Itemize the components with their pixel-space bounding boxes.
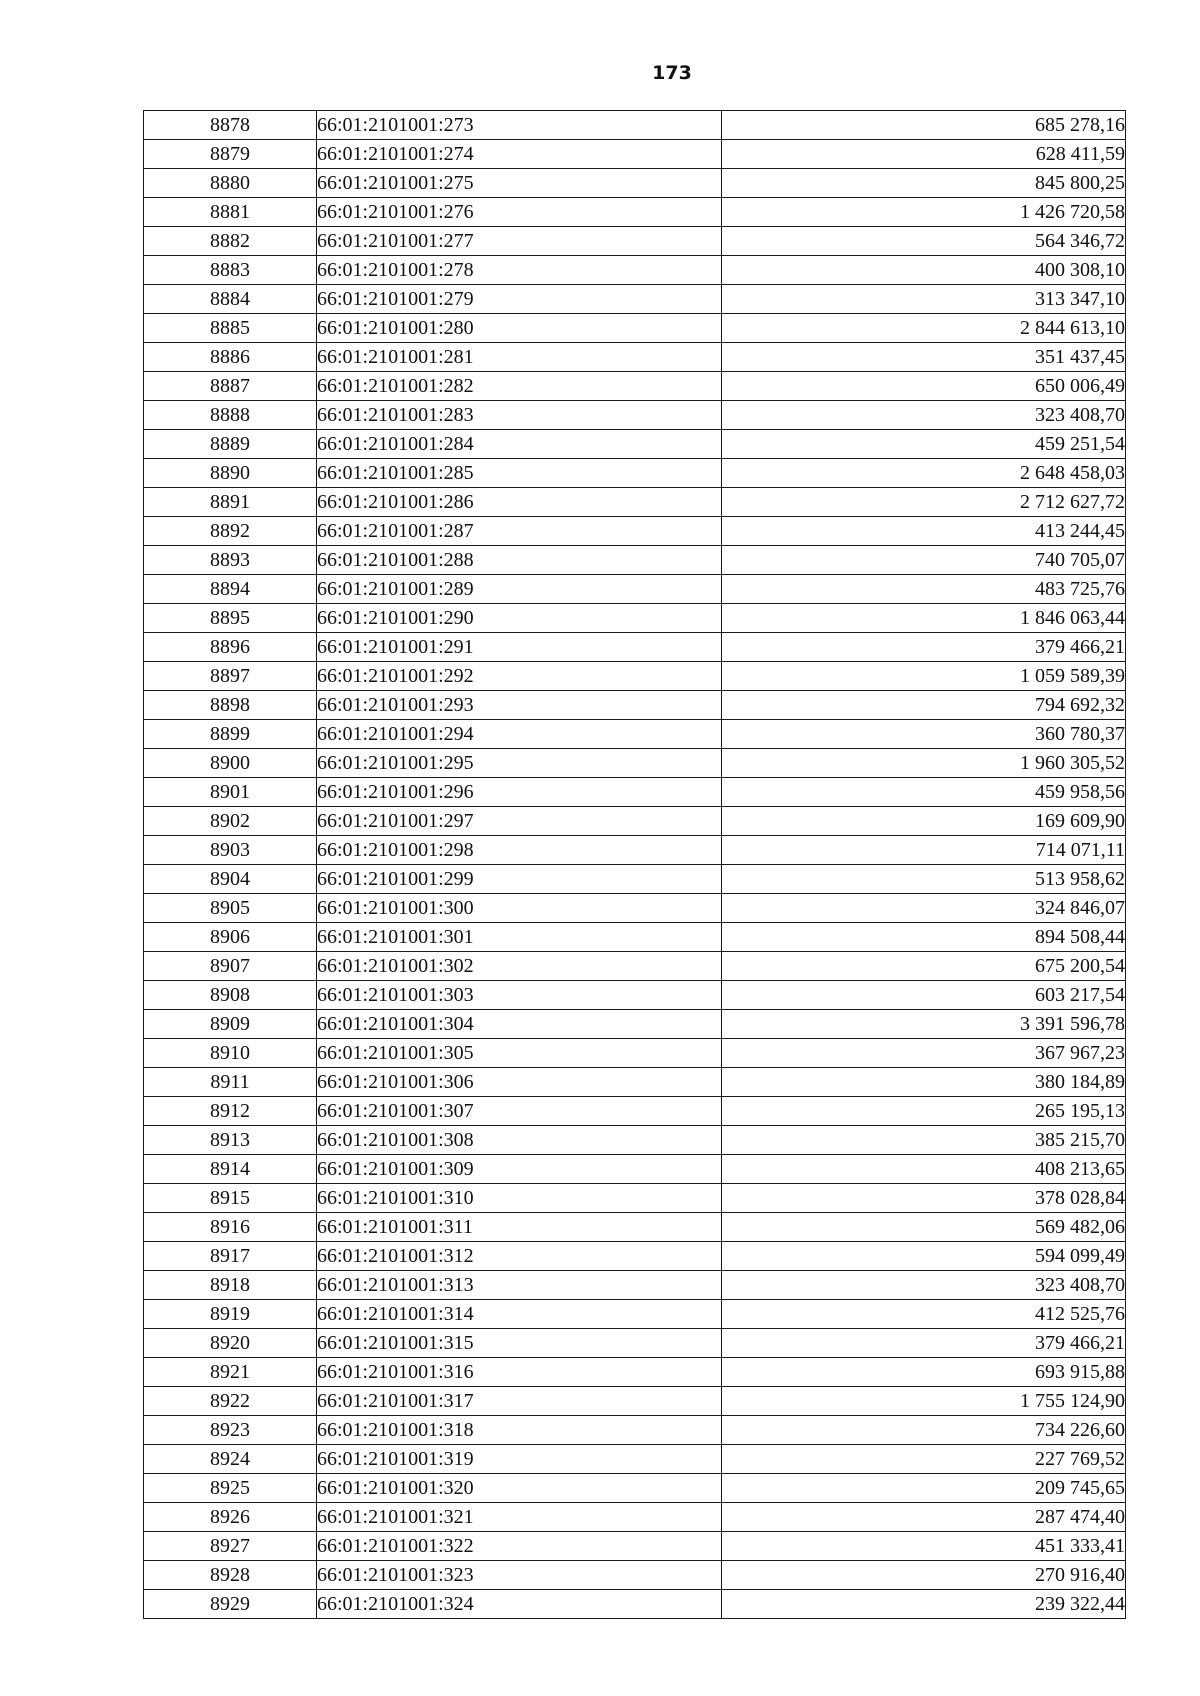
row-number-cell: 8914 xyxy=(144,1155,317,1184)
table-row xyxy=(144,1097,1126,1126)
cadastral-number-cell: 66:01:2101001:306 xyxy=(317,1068,722,1097)
table-row xyxy=(144,1358,1126,1387)
cadastral-number-cell: 66:01:2101001:313 xyxy=(317,1271,722,1300)
cadastral-value-cell: 845 800,25 xyxy=(722,169,1126,198)
cadastral-value-cell: 451 333,41 xyxy=(722,1532,1126,1561)
cadastral-value-cell: 323 408,70 xyxy=(722,401,1126,430)
row-number-cell: 8886 xyxy=(144,343,317,372)
table-row xyxy=(144,488,1126,517)
row-number-cell: 8894 xyxy=(144,575,317,604)
cadastral-value-cell: 894 508,44 xyxy=(722,923,1126,952)
cadastral-number-cell: 66:01:2101001:315 xyxy=(317,1329,722,1358)
cadastral-value-cell: 400 308,10 xyxy=(722,256,1126,285)
table-row xyxy=(144,662,1126,691)
table-row xyxy=(144,140,1126,169)
table-row xyxy=(144,546,1126,575)
cadastral-number-cell: 66:01:2101001:321 xyxy=(317,1503,722,1532)
row-number-cell: 8928 xyxy=(144,1561,317,1590)
page-number: 173 xyxy=(652,62,692,84)
table-row xyxy=(144,1503,1126,1532)
cadastral-number-cell: 66:01:2101001:292 xyxy=(317,662,722,691)
cadastral-value-cell: 1 960 305,52 xyxy=(722,749,1126,778)
row-number-cell: 8879 xyxy=(144,140,317,169)
table-row xyxy=(144,1010,1126,1039)
table-row xyxy=(144,1387,1126,1416)
row-number-cell: 8917 xyxy=(144,1242,317,1271)
cadastral-number-cell: 66:01:2101001:280 xyxy=(317,314,722,343)
row-number-cell: 8887 xyxy=(144,372,317,401)
cadastral-number-cell: 66:01:2101001:314 xyxy=(317,1300,722,1329)
table-row xyxy=(144,836,1126,865)
cadastral-value-cell: 239 322,44 xyxy=(722,1590,1126,1619)
cadastral-number-cell: 66:01:2101001:281 xyxy=(317,343,722,372)
table-row xyxy=(144,720,1126,749)
cadastral-value-cell: 628 411,59 xyxy=(722,140,1126,169)
cadastral-value-cell: 1 426 720,58 xyxy=(722,198,1126,227)
row-number-cell: 8915 xyxy=(144,1184,317,1213)
cadastral-number-cell: 66:01:2101001:297 xyxy=(317,807,722,836)
row-number-cell: 8893 xyxy=(144,546,317,575)
cadastral-number-cell: 66:01:2101001:304 xyxy=(317,1010,722,1039)
row-number-cell: 8912 xyxy=(144,1097,317,1126)
row-number-cell: 8926 xyxy=(144,1503,317,1532)
cadastral-number-cell: 66:01:2101001:320 xyxy=(317,1474,722,1503)
row-number-cell: 8921 xyxy=(144,1358,317,1387)
row-number-cell: 8900 xyxy=(144,749,317,778)
cadastral-number-cell: 66:01:2101001:288 xyxy=(317,546,722,575)
cadastral-number-cell: 66:01:2101001:309 xyxy=(317,1155,722,1184)
cadastral-value-cell: 603 217,54 xyxy=(722,981,1126,1010)
cadastral-value-cell: 714 071,11 xyxy=(722,836,1126,865)
cadastral-number-cell: 66:01:2101001:290 xyxy=(317,604,722,633)
row-number-cell: 8889 xyxy=(144,430,317,459)
cadastral-number-cell: 66:01:2101001:310 xyxy=(317,1184,722,1213)
cadastral-value-cell: 379 466,21 xyxy=(722,1329,1126,1358)
row-number-cell: 8891 xyxy=(144,488,317,517)
table-row xyxy=(144,227,1126,256)
cadastral-number-cell: 66:01:2101001:303 xyxy=(317,981,722,1010)
row-number-cell: 8903 xyxy=(144,836,317,865)
row-number-cell: 8901 xyxy=(144,778,317,807)
cadastral-number-cell: 66:01:2101001:286 xyxy=(317,488,722,517)
cadastral-number-cell: 66:01:2101001:285 xyxy=(317,459,722,488)
cadastral-value-cell: 569 482,06 xyxy=(722,1213,1126,1242)
cadastral-number-cell: 66:01:2101001:298 xyxy=(317,836,722,865)
cadastral-value-cell: 513 958,62 xyxy=(722,865,1126,894)
table-row xyxy=(144,778,1126,807)
table-row xyxy=(144,459,1126,488)
cadastral-number-cell: 66:01:2101001:291 xyxy=(317,633,722,662)
cadastral-number-cell: 66:01:2101001:301 xyxy=(317,923,722,952)
row-number-cell: 8895 xyxy=(144,604,317,633)
row-number-cell: 8904 xyxy=(144,865,317,894)
table-row xyxy=(144,314,1126,343)
cadastral-value-cell: 459 251,54 xyxy=(722,430,1126,459)
cadastral-number-cell: 66:01:2101001:296 xyxy=(317,778,722,807)
cadastral-number-cell: 66:01:2101001:300 xyxy=(317,894,722,923)
cadastral-value-cell: 413 244,45 xyxy=(722,517,1126,546)
table-row xyxy=(144,372,1126,401)
table-row xyxy=(144,1213,1126,1242)
cadastral-value-cell: 685 278,16 xyxy=(722,111,1126,140)
row-number-cell: 8923 xyxy=(144,1416,317,1445)
table-row xyxy=(144,981,1126,1010)
cadastral-number-cell: 66:01:2101001:319 xyxy=(317,1445,722,1474)
cadastral-number-cell: 66:01:2101001:311 xyxy=(317,1213,722,1242)
cadastral-value-cell: 594 099,49 xyxy=(722,1242,1126,1271)
table-row xyxy=(144,1445,1126,1474)
table-row xyxy=(144,1039,1126,1068)
row-number-cell: 8885 xyxy=(144,314,317,343)
cadastral-value-cell: 3 391 596,78 xyxy=(722,1010,1126,1039)
row-number-cell: 8922 xyxy=(144,1387,317,1416)
cadastral-value-cell: 2 712 627,72 xyxy=(722,488,1126,517)
row-number-cell: 8910 xyxy=(144,1039,317,1068)
cadastral-value-cell: 693 915,88 xyxy=(722,1358,1126,1387)
row-number-cell: 8878 xyxy=(144,111,317,140)
row-number-cell: 8911 xyxy=(144,1068,317,1097)
table-row xyxy=(144,169,1126,198)
row-number-cell: 8918 xyxy=(144,1271,317,1300)
row-number-cell: 8925 xyxy=(144,1474,317,1503)
table-row xyxy=(144,1184,1126,1213)
row-number-cell: 8896 xyxy=(144,633,317,662)
row-number-cell: 8919 xyxy=(144,1300,317,1329)
table-row xyxy=(144,604,1126,633)
cadastral-value-cell: 323 408,70 xyxy=(722,1271,1126,1300)
cadastral-value-table xyxy=(143,110,1126,1619)
cadastral-number-cell: 66:01:2101001:294 xyxy=(317,720,722,749)
row-number-cell: 8899 xyxy=(144,720,317,749)
table-row xyxy=(144,1300,1126,1329)
cadastral-number-cell: 66:01:2101001:293 xyxy=(317,691,722,720)
row-number-cell: 8882 xyxy=(144,227,317,256)
cadastral-value-cell: 1 755 124,90 xyxy=(722,1387,1126,1416)
cadastral-number-cell: 66:01:2101001:279 xyxy=(317,285,722,314)
cadastral-value-cell: 2 844 613,10 xyxy=(722,314,1126,343)
table-row xyxy=(144,923,1126,952)
table-row xyxy=(144,343,1126,372)
row-number-cell: 8909 xyxy=(144,1010,317,1039)
table-row xyxy=(144,749,1126,778)
row-number-cell: 8902 xyxy=(144,807,317,836)
cadastral-number-cell: 66:01:2101001:275 xyxy=(317,169,722,198)
cadastral-value-cell: 360 780,37 xyxy=(722,720,1126,749)
table-row xyxy=(144,1329,1126,1358)
row-number-cell: 8883 xyxy=(144,256,317,285)
row-number-cell: 8881 xyxy=(144,198,317,227)
cadastral-value-cell: 734 226,60 xyxy=(722,1416,1126,1445)
cadastral-value-cell: 380 184,89 xyxy=(722,1068,1126,1097)
cadastral-value-cell: 2 648 458,03 xyxy=(722,459,1126,488)
row-number-cell: 8908 xyxy=(144,981,317,1010)
row-number-cell: 8898 xyxy=(144,691,317,720)
cadastral-value-cell: 351 437,45 xyxy=(722,343,1126,372)
cadastral-number-cell: 66:01:2101001:273 xyxy=(317,111,722,140)
table-row xyxy=(144,1271,1126,1300)
cadastral-number-cell: 66:01:2101001:289 xyxy=(317,575,722,604)
row-number-cell: 8897 xyxy=(144,662,317,691)
row-number-cell: 8907 xyxy=(144,952,317,981)
row-number-cell: 8906 xyxy=(144,923,317,952)
table-row xyxy=(144,285,1126,314)
table-row xyxy=(144,633,1126,662)
cadastral-number-cell: 66:01:2101001:282 xyxy=(317,372,722,401)
table-row xyxy=(144,952,1126,981)
cadastral-value-cell: 794 692,32 xyxy=(722,691,1126,720)
table-row xyxy=(144,1416,1126,1445)
cadastral-value-cell: 313 347,10 xyxy=(722,285,1126,314)
cadastral-number-cell: 66:01:2101001:312 xyxy=(317,1242,722,1271)
table-row xyxy=(144,1155,1126,1184)
cadastral-number-cell: 66:01:2101001:299 xyxy=(317,865,722,894)
cadastral-value-cell: 675 200,54 xyxy=(722,952,1126,981)
cadastral-value-cell: 227 769,52 xyxy=(722,1445,1126,1474)
cadastral-value-cell: 169 609,90 xyxy=(722,807,1126,836)
cadastral-value-cell: 270 916,40 xyxy=(722,1561,1126,1590)
table-row xyxy=(144,1242,1126,1271)
cadastral-value-cell: 459 958,56 xyxy=(722,778,1126,807)
table-row xyxy=(144,111,1126,140)
cadastral-number-cell: 66:01:2101001:276 xyxy=(317,198,722,227)
cadastral-number-cell: 66:01:2101001:283 xyxy=(317,401,722,430)
cadastral-value-cell: 209 745,65 xyxy=(722,1474,1126,1503)
row-number-cell: 8927 xyxy=(144,1532,317,1561)
cadastral-number-cell: 66:01:2101001:284 xyxy=(317,430,722,459)
table-row xyxy=(144,691,1126,720)
cadastral-value-cell: 324 846,07 xyxy=(722,894,1126,923)
cadastral-number-cell: 66:01:2101001:287 xyxy=(317,517,722,546)
cadastral-value-cell: 1 059 589,39 xyxy=(722,662,1126,691)
cadastral-number-cell: 66:01:2101001:318 xyxy=(317,1416,722,1445)
row-number-cell: 8884 xyxy=(144,285,317,314)
cadastral-value-cell: 650 006,49 xyxy=(722,372,1126,401)
cadastral-number-cell: 66:01:2101001:317 xyxy=(317,1387,722,1416)
row-number-cell: 8880 xyxy=(144,169,317,198)
cadastral-value-cell: 564 346,72 xyxy=(722,227,1126,256)
cadastral-number-cell: 66:01:2101001:324 xyxy=(317,1590,722,1619)
row-number-cell: 8924 xyxy=(144,1445,317,1474)
row-number-cell: 8892 xyxy=(144,517,317,546)
table-row xyxy=(144,430,1126,459)
row-number-cell: 8929 xyxy=(144,1590,317,1619)
cadastral-value-cell: 367 967,23 xyxy=(722,1039,1126,1068)
table-row xyxy=(144,1561,1126,1590)
table-row xyxy=(144,517,1126,546)
cadastral-number-cell: 66:01:2101001:308 xyxy=(317,1126,722,1155)
cadastral-value-cell: 483 725,76 xyxy=(722,575,1126,604)
cadastral-value-cell: 287 474,40 xyxy=(722,1503,1126,1532)
cadastral-value-cell: 408 213,65 xyxy=(722,1155,1126,1184)
table-row xyxy=(144,198,1126,227)
cadastral-number-cell: 66:01:2101001:274 xyxy=(317,140,722,169)
table-row xyxy=(144,865,1126,894)
cadastral-number-cell: 66:01:2101001:316 xyxy=(317,1358,722,1387)
cadastral-number-cell: 66:01:2101001:295 xyxy=(317,749,722,778)
cadastral-value-cell: 378 028,84 xyxy=(722,1184,1126,1213)
table-row xyxy=(144,575,1126,604)
table-row xyxy=(144,1126,1126,1155)
cadastral-value-cell: 379 466,21 xyxy=(722,633,1126,662)
cadastral-value-cell: 385 215,70 xyxy=(722,1126,1126,1155)
table-row xyxy=(144,401,1126,430)
cadastral-value-cell: 412 525,76 xyxy=(722,1300,1126,1329)
table-row xyxy=(144,1590,1126,1619)
row-number-cell: 8920 xyxy=(144,1329,317,1358)
table-body xyxy=(144,111,1126,1619)
row-number-cell: 8913 xyxy=(144,1126,317,1155)
cadastral-value-cell: 740 705,07 xyxy=(722,546,1126,575)
row-number-cell: 8916 xyxy=(144,1213,317,1242)
cadastral-number-cell: 66:01:2101001:278 xyxy=(317,256,722,285)
cadastral-number-cell: 66:01:2101001:322 xyxy=(317,1532,722,1561)
cadastral-number-cell: 66:01:2101001:323 xyxy=(317,1561,722,1590)
table-row xyxy=(144,1474,1126,1503)
table-row xyxy=(144,807,1126,836)
table-row xyxy=(144,894,1126,923)
cadastral-number-cell: 66:01:2101001:302 xyxy=(317,952,722,981)
cadastral-number-cell: 66:01:2101001:277 xyxy=(317,227,722,256)
row-number-cell: 8890 xyxy=(144,459,317,488)
cadastral-value-cell: 265 195,13 xyxy=(722,1097,1126,1126)
cadastral-number-cell: 66:01:2101001:307 xyxy=(317,1097,722,1126)
row-number-cell: 8888 xyxy=(144,401,317,430)
cadastral-value-cell: 1 846 063,44 xyxy=(722,604,1126,633)
row-number-cell: 8905 xyxy=(144,894,317,923)
table-row xyxy=(144,1068,1126,1097)
cadastral-number-cell: 66:01:2101001:305 xyxy=(317,1039,722,1068)
table-row xyxy=(144,1532,1126,1561)
table-row xyxy=(144,256,1126,285)
